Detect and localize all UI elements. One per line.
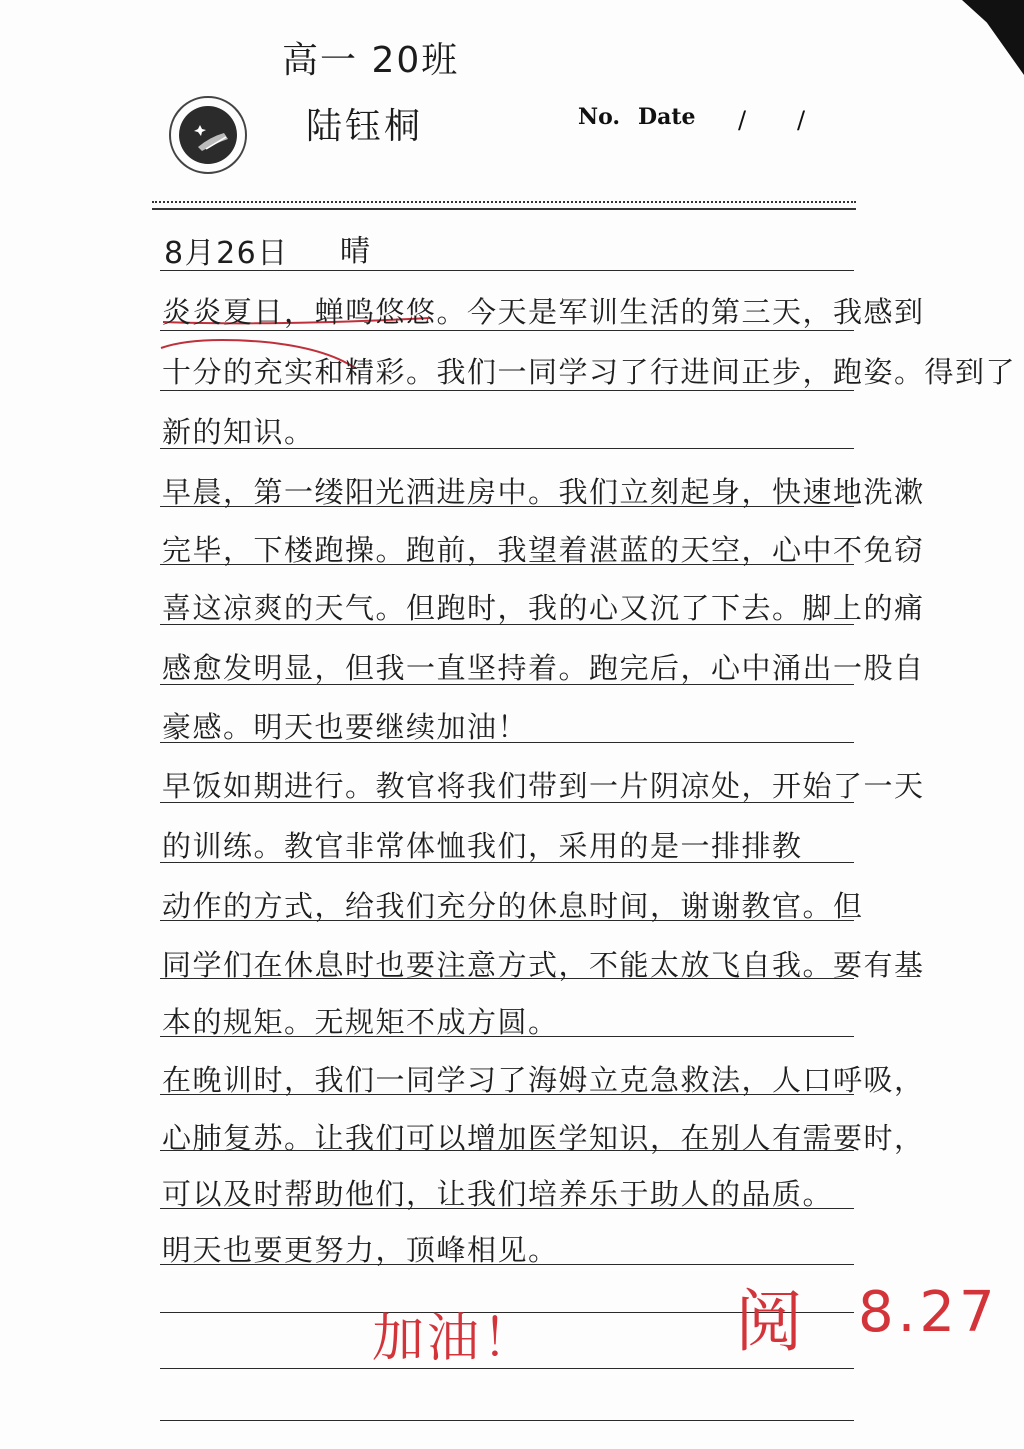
entry-weather: 晴 [340,234,370,269]
entry-line: 动作的方式，给我们充分的休息时间，谢谢教官。但 [162,889,864,923]
class-name: 高一 20班 [282,40,460,81]
entry-line: 早晨，第一缕阳光洒进房中。我们立刻起身，快速地洗漱 [162,475,925,509]
teacher-date: 8.27 [858,1280,999,1345]
entry-line: 可以及时帮助他们，让我们培养乐于助人的品质。 [162,1177,834,1211]
ruled-line [160,1420,854,1421]
entry-line: 感愈发明显，但我一直坚持着。跑完后，心中涌出一股自 [162,651,925,685]
entry-line: 十分的充实和精彩。我们一同学习了行进间正步，跑姿。得到了 [162,355,1017,389]
teacher-comment: 加油！ [372,1309,538,1369]
date-slash-day: / [797,106,806,134]
header-solid-rule [152,208,856,210]
entry-line: 的训练。教官非常体恤我们，采用的是一排排教 [162,829,803,863]
entry-line: 心肺复苏。让我们可以增加医学知识，在别人有需要时， [162,1121,925,1155]
date-slash-month: / [738,106,747,134]
entry-line: 新的知识。 [162,415,315,449]
header-dotted-rule [152,201,856,203]
entry-line: 早饭如期进行。教官将我们带到一片阴凉处，开始了一天 [162,769,925,803]
teacher-read-mark: 阅 [735,1283,804,1362]
entry-line: 同学们在休息时也要注意方式，不能太放飞自我。要有基 [162,948,925,982]
entry-line: 本的规矩。无规矩不成方圆。 [162,1005,559,1039]
school-emblem-icon [168,95,248,175]
no-label: No. [578,104,621,130]
entry-line: 喜这凉爽的天气。但跑时，我的心又沉了下去。脚上的痛 [162,591,925,625]
entry-date: 8月26日 [164,236,289,271]
entry-line: 炎炎夏日，蝉鸣悠悠。今天是军训生活的第三天，我感到 [162,295,925,329]
binding-edge [962,0,1024,75]
entry-line: 豪感。明天也要继续加油！ [162,710,529,744]
student-name: 陆钰桐 [306,106,424,147]
entry-line: 明天也要更努力，顶峰相见。 [162,1233,559,1267]
entry-line: 完毕，下楼跑操。跑前，我望着湛蓝的天空，心中不免窃 [162,533,925,567]
entry-line: 在晚训时，我们一同学习了海姆立克急救法，人口呼吸， [162,1063,925,1097]
date-label: Date [638,104,696,130]
